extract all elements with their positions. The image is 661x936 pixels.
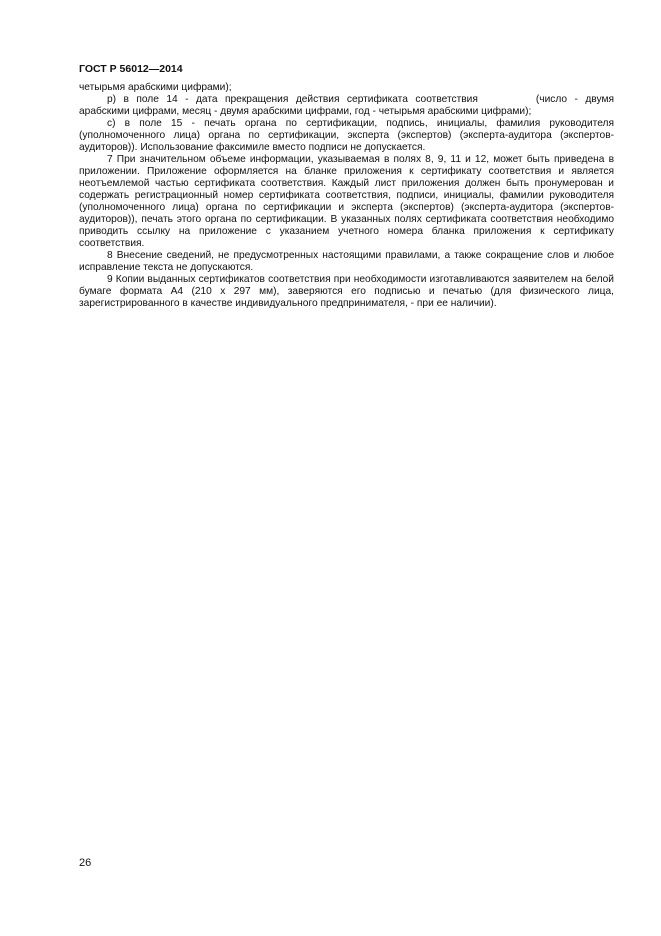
page-number: 26 <box>79 857 92 869</box>
paragraph-item-7: 7 При значительном объеме информации, указываемая в полях 8, 9, 11 и 12, может быть приведена в приложении. Приложение оформляется на бланке приложения к сертификату соответствия и является неотъемлемой частью сертификата соответствия. Каждый лист приложения должен быть пронумерован и содержать регистрационный номер сертификата соответствия, подписи, инициалы, фамилии руководителя (уполномоченного лица) органа по сертификации и эксперта (экспертов) (эксперта-аудитора (экспертов-аудиторов)), печать этого органа по сертификации. В указанных полях сертификата соответствия необходимо приводить ссылку на приложение с указанием учетного номера бланка приложения к сертификату соответствия. <box>79 154 614 249</box>
paragraph-item-8: 8 Внесение сведений, не предусмотренных настоящими правилами, а также сокращение слов и любое исправление текста не допускаются. <box>79 250 614 273</box>
paragraph-continuation: четырьмя арабскими цифрами); <box>79 82 232 93</box>
paragraph-field-15: с) в поле 15 - печать органа по сертификации, подпись, инициалы, фамилия руководителя (уполномоченного лица) органа по сертификации, эксперта (экспертов) (эксперта-аудитора (экспертов-аудиторов)). Использование факсимиле вместо подписи не допускается. <box>79 118 614 153</box>
document-body <box>79 82 614 310</box>
paragraph-item-9: 9 Копии выданных сертификатов соответствия при необходимости изготавливаются заявителем на белой бумаге формата А4 (210 x 297 мм), заверяются его подписью и печатью (для физического лица, зарегистрированного в качестве индивидуального предпринимателя, - при ее наличии). <box>79 274 614 309</box>
document-header: ГОСТ Р 56012—2014 <box>79 63 183 75</box>
paragraph-field-14-part-1: р) в поле 14 - дата прекращения действия сертификата соответствия <box>107 94 478 105</box>
paragraph-field-14 <box>79 94 614 118</box>
paragraph-field-14-part-2: (число - двумя арабскими цифрами, месяц - двумя арабскими цифрами, год - четырьмя арабскими цифрами); <box>79 94 614 117</box>
